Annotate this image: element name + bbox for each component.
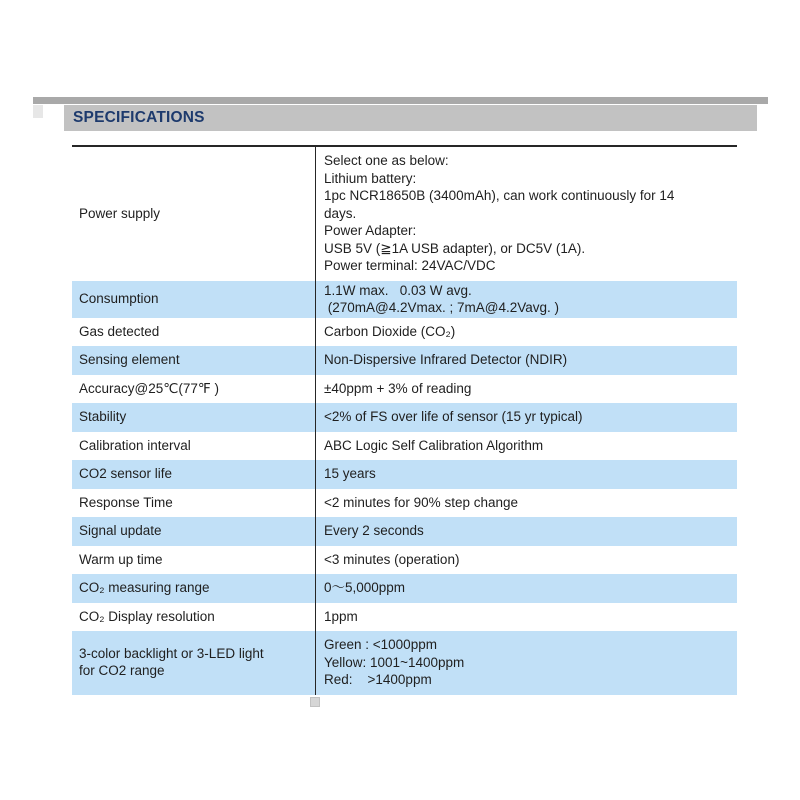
table-row xyxy=(72,489,737,518)
spec-label-line: Consumption xyxy=(79,291,159,307)
spec-value-cell xyxy=(315,281,737,318)
spec-label-cell xyxy=(72,574,315,603)
spec-value-line: <2% of FS over life of sensor (15 yr typical) xyxy=(324,409,583,424)
spec-value-cell xyxy=(315,318,737,347)
spec-label-cell xyxy=(72,460,315,489)
spec-value-cell xyxy=(315,546,737,575)
table-row xyxy=(72,460,737,489)
spec-label-cell xyxy=(72,147,315,281)
spec-value-line: Power Adapter: xyxy=(324,223,417,238)
spec-value-line: Green : <1000ppm xyxy=(324,637,437,652)
spec-value-cell xyxy=(315,603,737,632)
specifications-table xyxy=(72,145,737,695)
spec-value-cell xyxy=(315,147,737,281)
spec-value-line: Red: >1400ppm xyxy=(324,672,432,687)
spec-label-line: Calibration interval xyxy=(79,437,191,453)
spec-label-cell xyxy=(72,346,315,375)
spec-label-cell xyxy=(72,517,315,546)
spec-value-cell xyxy=(315,489,737,518)
spec-value-line: Non-Dispersive Infrared Detector (NDIR) xyxy=(324,352,568,367)
spec-value-cell xyxy=(315,631,737,695)
spec-label-line: Sensing element xyxy=(79,352,180,367)
spec-label-cell xyxy=(72,318,315,347)
spec-value-line: Lithium battery: xyxy=(324,170,417,186)
spec-value-line: USB 5V (≧1A USB adapter), or DC5V (1A). xyxy=(324,240,586,256)
section-title: SPECIFICATIONS xyxy=(73,109,205,126)
spec-value-cell xyxy=(315,375,737,404)
table-row xyxy=(72,603,737,632)
spec-value-line: Select one as below: xyxy=(324,153,449,168)
table-row xyxy=(72,318,737,347)
spec-value-cell xyxy=(315,346,737,375)
spec-value-cell xyxy=(315,432,737,461)
spec-label-line: Accuracy@25℃(77℉ ) xyxy=(79,380,220,396)
table-row xyxy=(72,432,737,461)
spec-label-line: CO₂ measuring range xyxy=(79,580,210,595)
spec-label-cell xyxy=(72,281,315,318)
table-handle-square xyxy=(310,697,320,707)
spec-value-cell xyxy=(315,517,737,546)
spec-value-line: 1pc NCR18650B (3400mAh), can work continuously for 14 xyxy=(324,188,675,203)
spec-label-line: Warm up time xyxy=(79,551,163,567)
spec-label-line: Gas detected xyxy=(79,323,160,339)
spec-value-line: Carbon Dioxide (CO₂) xyxy=(324,323,456,339)
spec-label-line: for CO2 range xyxy=(79,663,165,679)
spec-label-cell xyxy=(72,489,315,518)
table-row xyxy=(72,403,737,432)
table-row xyxy=(72,281,737,318)
spec-label-line: Signal update xyxy=(79,523,162,538)
spec-value-line: Power terminal: 24VAC/VDC xyxy=(324,258,496,273)
spec-value-line: <3 minutes (operation) xyxy=(324,551,460,567)
table-row xyxy=(72,631,737,695)
spec-label-cell xyxy=(72,631,315,695)
spec-value-line: 1.1W max. 0.03 W avg. xyxy=(324,282,472,298)
spec-value-line: ±40ppm + 3% of reading xyxy=(324,380,472,396)
spec-label-cell xyxy=(72,603,315,632)
spec-value-cell xyxy=(315,460,737,489)
table-row xyxy=(72,517,737,546)
spec-label-line: CO2 sensor life xyxy=(79,466,173,481)
spec-label-cell xyxy=(72,546,315,575)
spec-label-cell xyxy=(72,375,315,404)
spec-label-line: 3-color backlight or 3-LED light xyxy=(79,645,264,661)
table-row xyxy=(72,346,737,375)
table-row xyxy=(72,375,737,404)
table-row xyxy=(72,574,737,603)
spec-value-line: 0～5,000ppm xyxy=(324,580,406,595)
table-row xyxy=(72,546,737,575)
spec-value-cell xyxy=(315,403,737,432)
spec-value-line: ABC Logic Self Calibration Algorithm xyxy=(324,437,544,453)
spec-value-line: 1ppm xyxy=(324,608,358,624)
section-header-bar xyxy=(64,105,757,131)
top-gray-bar xyxy=(33,97,768,104)
spec-value-line: Every 2 seconds xyxy=(324,523,424,538)
header-shadow-square xyxy=(33,105,43,118)
spec-value-line: (270mA@4.2Vmax. ; 7mA@4.2Vavg. ) xyxy=(324,300,559,315)
spec-label-line: Power supply xyxy=(79,205,161,221)
spec-label-cell xyxy=(72,432,315,461)
spec-label-line: CO₂ Display resolution xyxy=(79,608,215,624)
spec-value-line: Yellow: 1001~1400ppm xyxy=(324,654,465,670)
spec-value-cell xyxy=(315,574,737,603)
spec-value-line: days. xyxy=(324,205,357,221)
spec-label-line: Stability xyxy=(79,409,127,424)
spec-value-line: 15 years xyxy=(324,466,376,481)
spec-label-line: Response Time xyxy=(79,494,173,510)
spec-label-cell xyxy=(72,403,315,432)
table-row xyxy=(72,147,737,281)
spec-value-line: <2 minutes for 90% step change xyxy=(324,494,518,510)
